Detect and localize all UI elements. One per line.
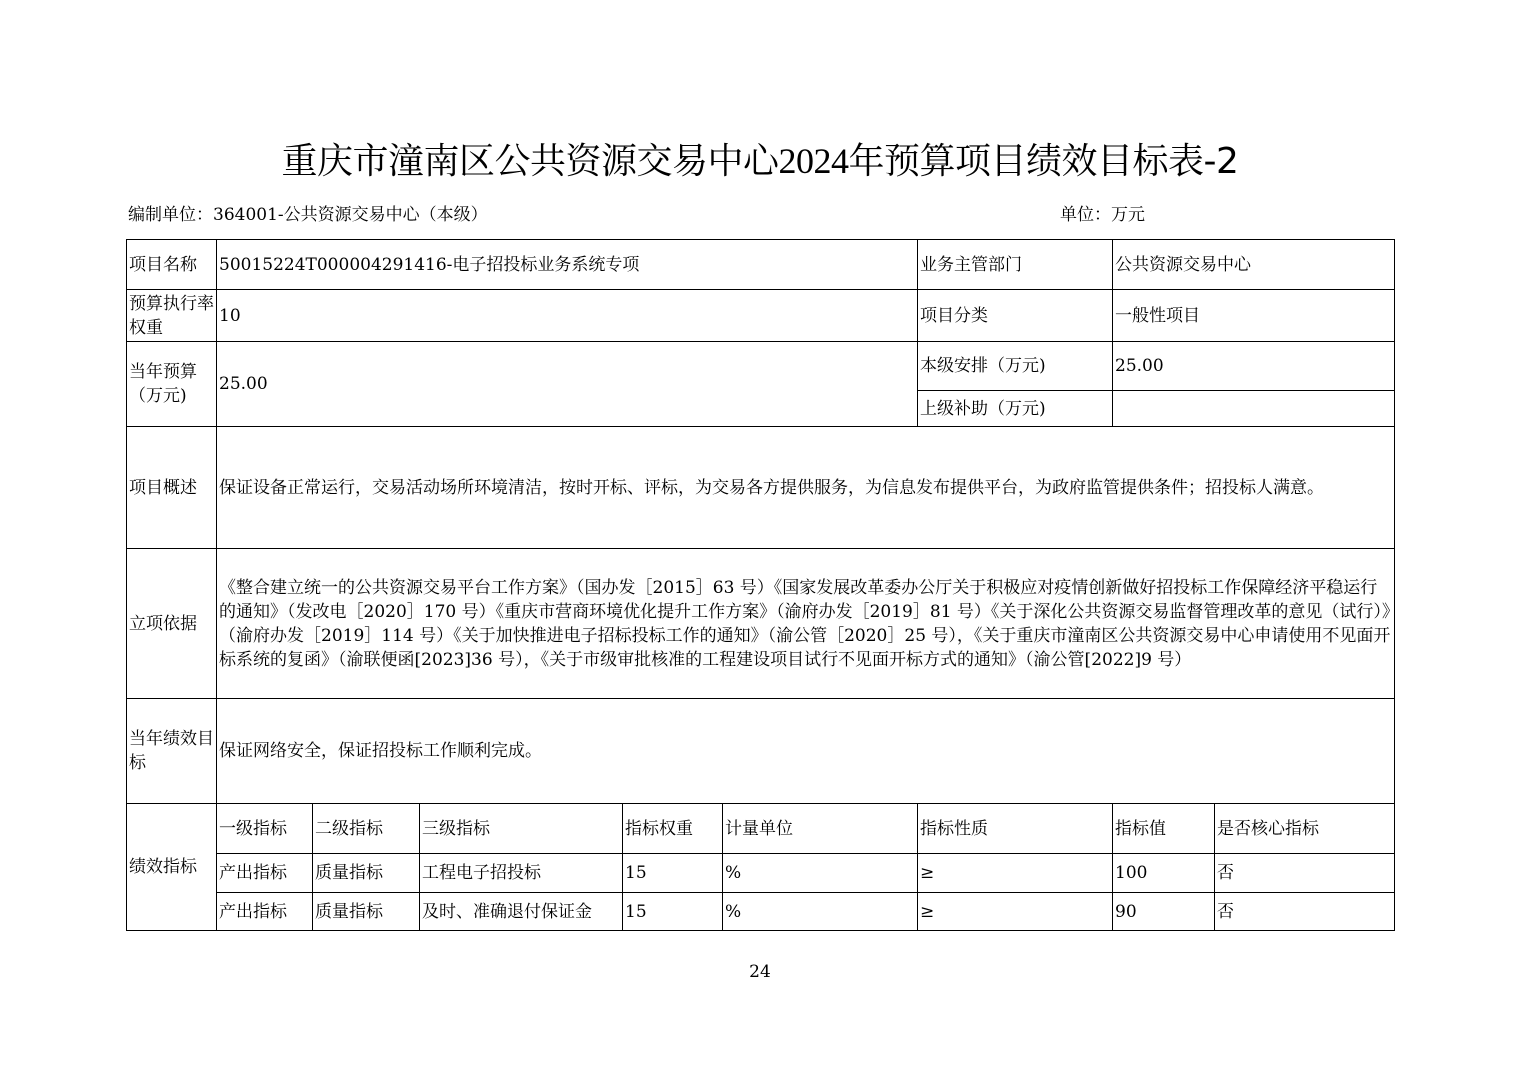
row2-level2: 质量指标 xyxy=(313,893,420,931)
upper-value xyxy=(1113,391,1395,427)
budget-label: 当年预算（万元) xyxy=(127,342,217,427)
row2-core: 否 xyxy=(1215,893,1395,931)
row1-value: 100 xyxy=(1113,854,1215,893)
compiling-unit: 编制单位：364001-公共资源交易中心（本级） xyxy=(128,205,488,225)
row-goal xyxy=(127,699,1395,804)
project-name-value: 50015224T000004291416-电子招投标业务系统专项 xyxy=(217,240,918,290)
row-budget xyxy=(127,342,1395,391)
budget-value: 25.00 xyxy=(217,342,918,427)
currency-unit: 单位：万元 xyxy=(1060,205,1145,225)
row1-unit: % xyxy=(723,854,918,893)
dept-label: 业务主管部门 xyxy=(918,240,1113,290)
row2-level3: 及时、准确退付保证金 xyxy=(420,893,623,931)
row1-level3: 工程电子招投标 xyxy=(420,854,623,893)
category-value: 一般性项目 xyxy=(1113,290,1395,342)
row1-level2: 质量指标 xyxy=(313,854,420,893)
local-label: 本级安排（万元) xyxy=(918,342,1113,391)
upper-label: 上级补助（万元) xyxy=(918,391,1113,427)
dept-value: 公共资源交易中心 xyxy=(1113,240,1395,290)
exec-weight-value: 10 xyxy=(217,290,918,342)
performance-table xyxy=(126,239,1395,931)
header-level3: 三级指标 xyxy=(420,804,623,854)
overview-value: 保证设备正常运行，交易活动场所环境清洁，按时开标、评标，为交易各方提供服务，为信息发布提供平台，为政府监管提供条件；招投标人满意。 xyxy=(217,427,1395,549)
category-label: 项目分类 xyxy=(918,290,1113,342)
header-nature: 指标性质 xyxy=(918,804,1113,854)
page-number: 24 xyxy=(749,962,771,982)
basis-label: 立项依据 xyxy=(127,549,217,699)
row-basis xyxy=(127,549,1395,699)
title-part2: 年预算项目绩效目标表-2 xyxy=(848,141,1239,182)
header-unit: 计量单位 xyxy=(723,804,918,854)
row-exec-weight xyxy=(127,290,1395,342)
row1-nature: ≥ xyxy=(918,854,1113,893)
goal-label: 当年绩效目标 xyxy=(127,699,217,804)
header-level2: 二级指标 xyxy=(313,804,420,854)
overview-label: 项目概述 xyxy=(127,427,217,549)
row2-unit: % xyxy=(723,893,918,931)
goal-value: 保证网络安全，保证招投标工作顺利完成。 xyxy=(217,699,1395,804)
header-value: 指标值 xyxy=(1113,804,1215,854)
project-name-label: 项目名称 xyxy=(127,240,217,290)
row-project-name xyxy=(127,240,1395,290)
row1-weight: 15 xyxy=(623,854,723,893)
title-year: 2024 xyxy=(778,141,849,181)
table-row xyxy=(127,854,1395,893)
row2-weight: 15 xyxy=(623,893,723,931)
title-part1: 重庆市潼南区公共资源交易中心 xyxy=(281,141,779,182)
row2-nature: ≥ xyxy=(918,893,1113,931)
exec-weight-label: 预算执行率权重 xyxy=(127,290,217,342)
row2-level1: 产出指标 xyxy=(217,893,313,931)
header-core: 是否核心指标 xyxy=(1215,804,1395,854)
header-weight: 指标权重 xyxy=(623,804,723,854)
indicators-label: 绩效指标 xyxy=(127,804,217,931)
row-overview xyxy=(127,427,1395,549)
basis-value: 《整合建立统一的公共资源交易平台工作方案》（国办发［2015］63 号）《国家发展改革委办公厅关于积极应对疫情创新做好招投标工作保障经济平稳运行的通知》（发改电［2020］170 号）《重庆市营商环境优化提升工作方案》（渝府办发［2019］81 号）《关于深化公共资源交易监督管理改革的意见（试行）》（渝府办发［2019］114 号）《关于加快推进电子招标投标工作的通知》（渝公管［2020］25 号），《关于重庆市潼南区公共资源交易中心申请使用不见面开标系统的复函》（渝联便函[2023]36 号），《关于市级审批核准的工程建设项目试行不见面开标方式的通知》（渝公管[2022]9 号） xyxy=(217,549,1395,699)
page-title xyxy=(0,136,1520,187)
local-value: 25.00 xyxy=(1113,342,1395,391)
table-row xyxy=(127,893,1395,931)
row1-core: 否 xyxy=(1215,854,1395,893)
row1-level1: 产出指标 xyxy=(217,854,313,893)
header-level1: 一级指标 xyxy=(217,804,313,854)
row2-value: 90 xyxy=(1113,893,1215,931)
indicator-header-row xyxy=(127,804,1395,854)
